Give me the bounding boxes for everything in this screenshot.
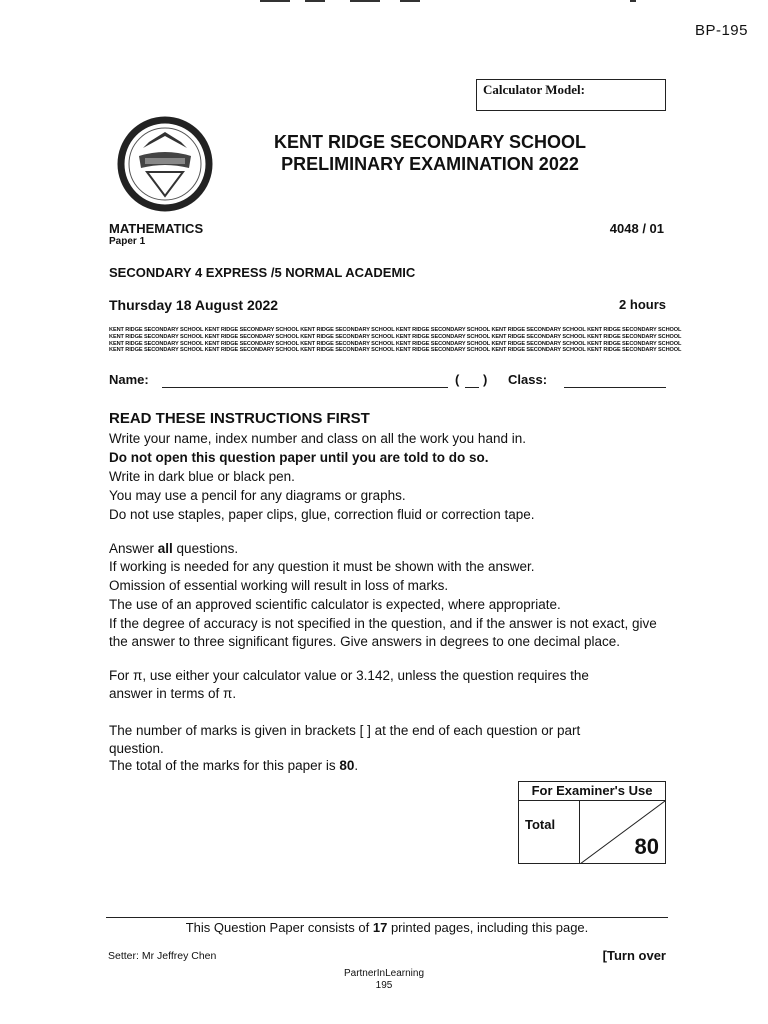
instruction-item: Do not use staples, paper clips, glue, correction fluid or correction tape. — [109, 507, 535, 522]
instruction-item: The use of an approved scientific calculator is expected, where appropriate. — [109, 597, 561, 612]
footer-text: printed pages, including this page. — [387, 920, 589, 935]
total-label: Total — [525, 817, 556, 832]
school-name: KENT RIDGE SECONDARY SCHOOL — [273, 132, 587, 152]
instruction-item: If working is needed for any question it must be shown with the answer. — [109, 559, 535, 574]
answer-text: questions. — [172, 541, 239, 556]
calculator-model-box[interactable] — [476, 79, 666, 111]
partner-label: PartnerInLearning — [343, 968, 425, 979]
footer-text: This Question Paper consists of — [185, 920, 373, 935]
total-marks: 80 — [339, 758, 355, 773]
examiner-use-box — [518, 781, 666, 864]
instruction-item: Write your name, index number and class on all the work you hand in. — [109, 431, 526, 446]
class-label: Class: — [508, 372, 548, 387]
exam-date: Thursday 18 August 2022 — [109, 297, 279, 313]
banner-line: KENT RIDGE SECONDARY SCHOOL KENT RIDGE SECONDARY SCHOOL KENT RIDGE SECONDARY SCHOOL KENT RIDGE SECONDARY SCHOOL KENT RIDGE SECONDARY SCHOOL KENT RIDGE SECONDARY SCHOOL — [109, 333, 682, 340]
total-value: 80 — [634, 834, 659, 859]
class-field[interactable] — [564, 387, 666, 388]
banner-line: KENT RIDGE SECONDARY SCHOOL KENT RIDGE SECONDARY SCHOOL KENT RIDGE SECONDARY SCHOOL KENT RIDGE SECONDARY SCHOOL KENT RIDGE SECONDARY SCHOOL KENT RIDGE SECONDARY SCHOOL — [109, 340, 682, 347]
instruction-item — [109, 540, 669, 558]
setter: Setter: Mr Jeffrey Chen — [108, 950, 217, 962]
subject: MATHEMATICS — [109, 221, 204, 236]
repeated-school-banner — [109, 327, 689, 354]
paper-code: 4048 / 01 — [609, 221, 664, 236]
name-label: Name: — [109, 372, 149, 387]
instruction-item: The number of marks is given in brackets [ ] at the end of each question or part question. — [109, 723, 581, 756]
instruction-item: Omission of essential working will result in loss of marks. — [109, 578, 449, 593]
exam-duration: 2 hours — [619, 297, 666, 312]
page-id: BP-195 — [694, 22, 748, 39]
examiner-total-cell — [519, 801, 665, 864]
instruction-item: For π, use either your calculator value or 3.142, unless the question requires the answer in terms of π. — [109, 668, 589, 701]
banner-line: KENT RIDGE SECONDARY SCHOOL KENT RIDGE SECONDARY SCHOOL KENT RIDGE SECONDARY SCHOOL KENT RIDGE SECONDARY SCHOOL KENT RIDGE SECONDARY SCHOOL KENT RIDGE SECONDARY SCHOOL — [109, 347, 682, 354]
answer-emphasis: all — [157, 541, 173, 556]
paper-label: Paper 1 — [109, 236, 146, 247]
scan-top-marks — [250, 0, 670, 4]
footer-credit — [0, 968, 768, 992]
instruction-item: If the degree of accuracy is not specified in the question, and if the answer is not exact, give the answer to three significant figures. Give answers in degrees to one decimal place. — [109, 616, 657, 649]
answer-text: Answer — [109, 541, 158, 556]
footer-rule — [106, 917, 668, 918]
page-count: 17 — [372, 920, 388, 935]
banner-line: KENT RIDGE SECONDARY SCHOOL KENT RIDGE SECONDARY SCHOOL KENT RIDGE SECONDARY SCHOOL KENT RIDGE SECONDARY SCHOOL KENT RIDGE SECONDARY SCHOOL KENT RIDGE SECONDARY SCHOOL — [109, 327, 682, 333]
instruction-item — [109, 757, 669, 775]
index-paren-open: ( — [455, 372, 460, 387]
index-paren-close: ) — [483, 372, 488, 387]
instruction-item: Write in dark blue or black pen. — [109, 469, 295, 484]
name-class-row — [109, 372, 669, 390]
school-crest-icon — [115, 112, 215, 212]
index-number-field[interactable] — [465, 387, 479, 388]
instructions-heading: READ THESE INSTRUCTIONS FIRST — [109, 410, 370, 427]
page-count-note — [106, 920, 668, 935]
instruction-item: Do not open this question paper until you are told to do so. — [109, 450, 489, 465]
total-text: The total of the marks for this paper is — [109, 758, 340, 773]
level: SECONDARY 4 EXPRESS /5 NORMAL ACADEMIC — [109, 265, 416, 280]
turn-over: [Turn over — [602, 948, 666, 963]
school-title — [230, 131, 630, 175]
examiner-heading: For Examiner's Use — [519, 782, 665, 801]
total-text: . — [354, 758, 359, 773]
name-field[interactable] — [162, 387, 448, 388]
instruction-item: You may use a pencil for any diagrams or graphs. — [109, 488, 406, 503]
page-number: 195 — [375, 980, 393, 991]
calculator-model-label: Calculator Model: — [483, 82, 585, 97]
exam-name: PRELIMINARY EXAMINATION 2022 — [281, 154, 579, 174]
